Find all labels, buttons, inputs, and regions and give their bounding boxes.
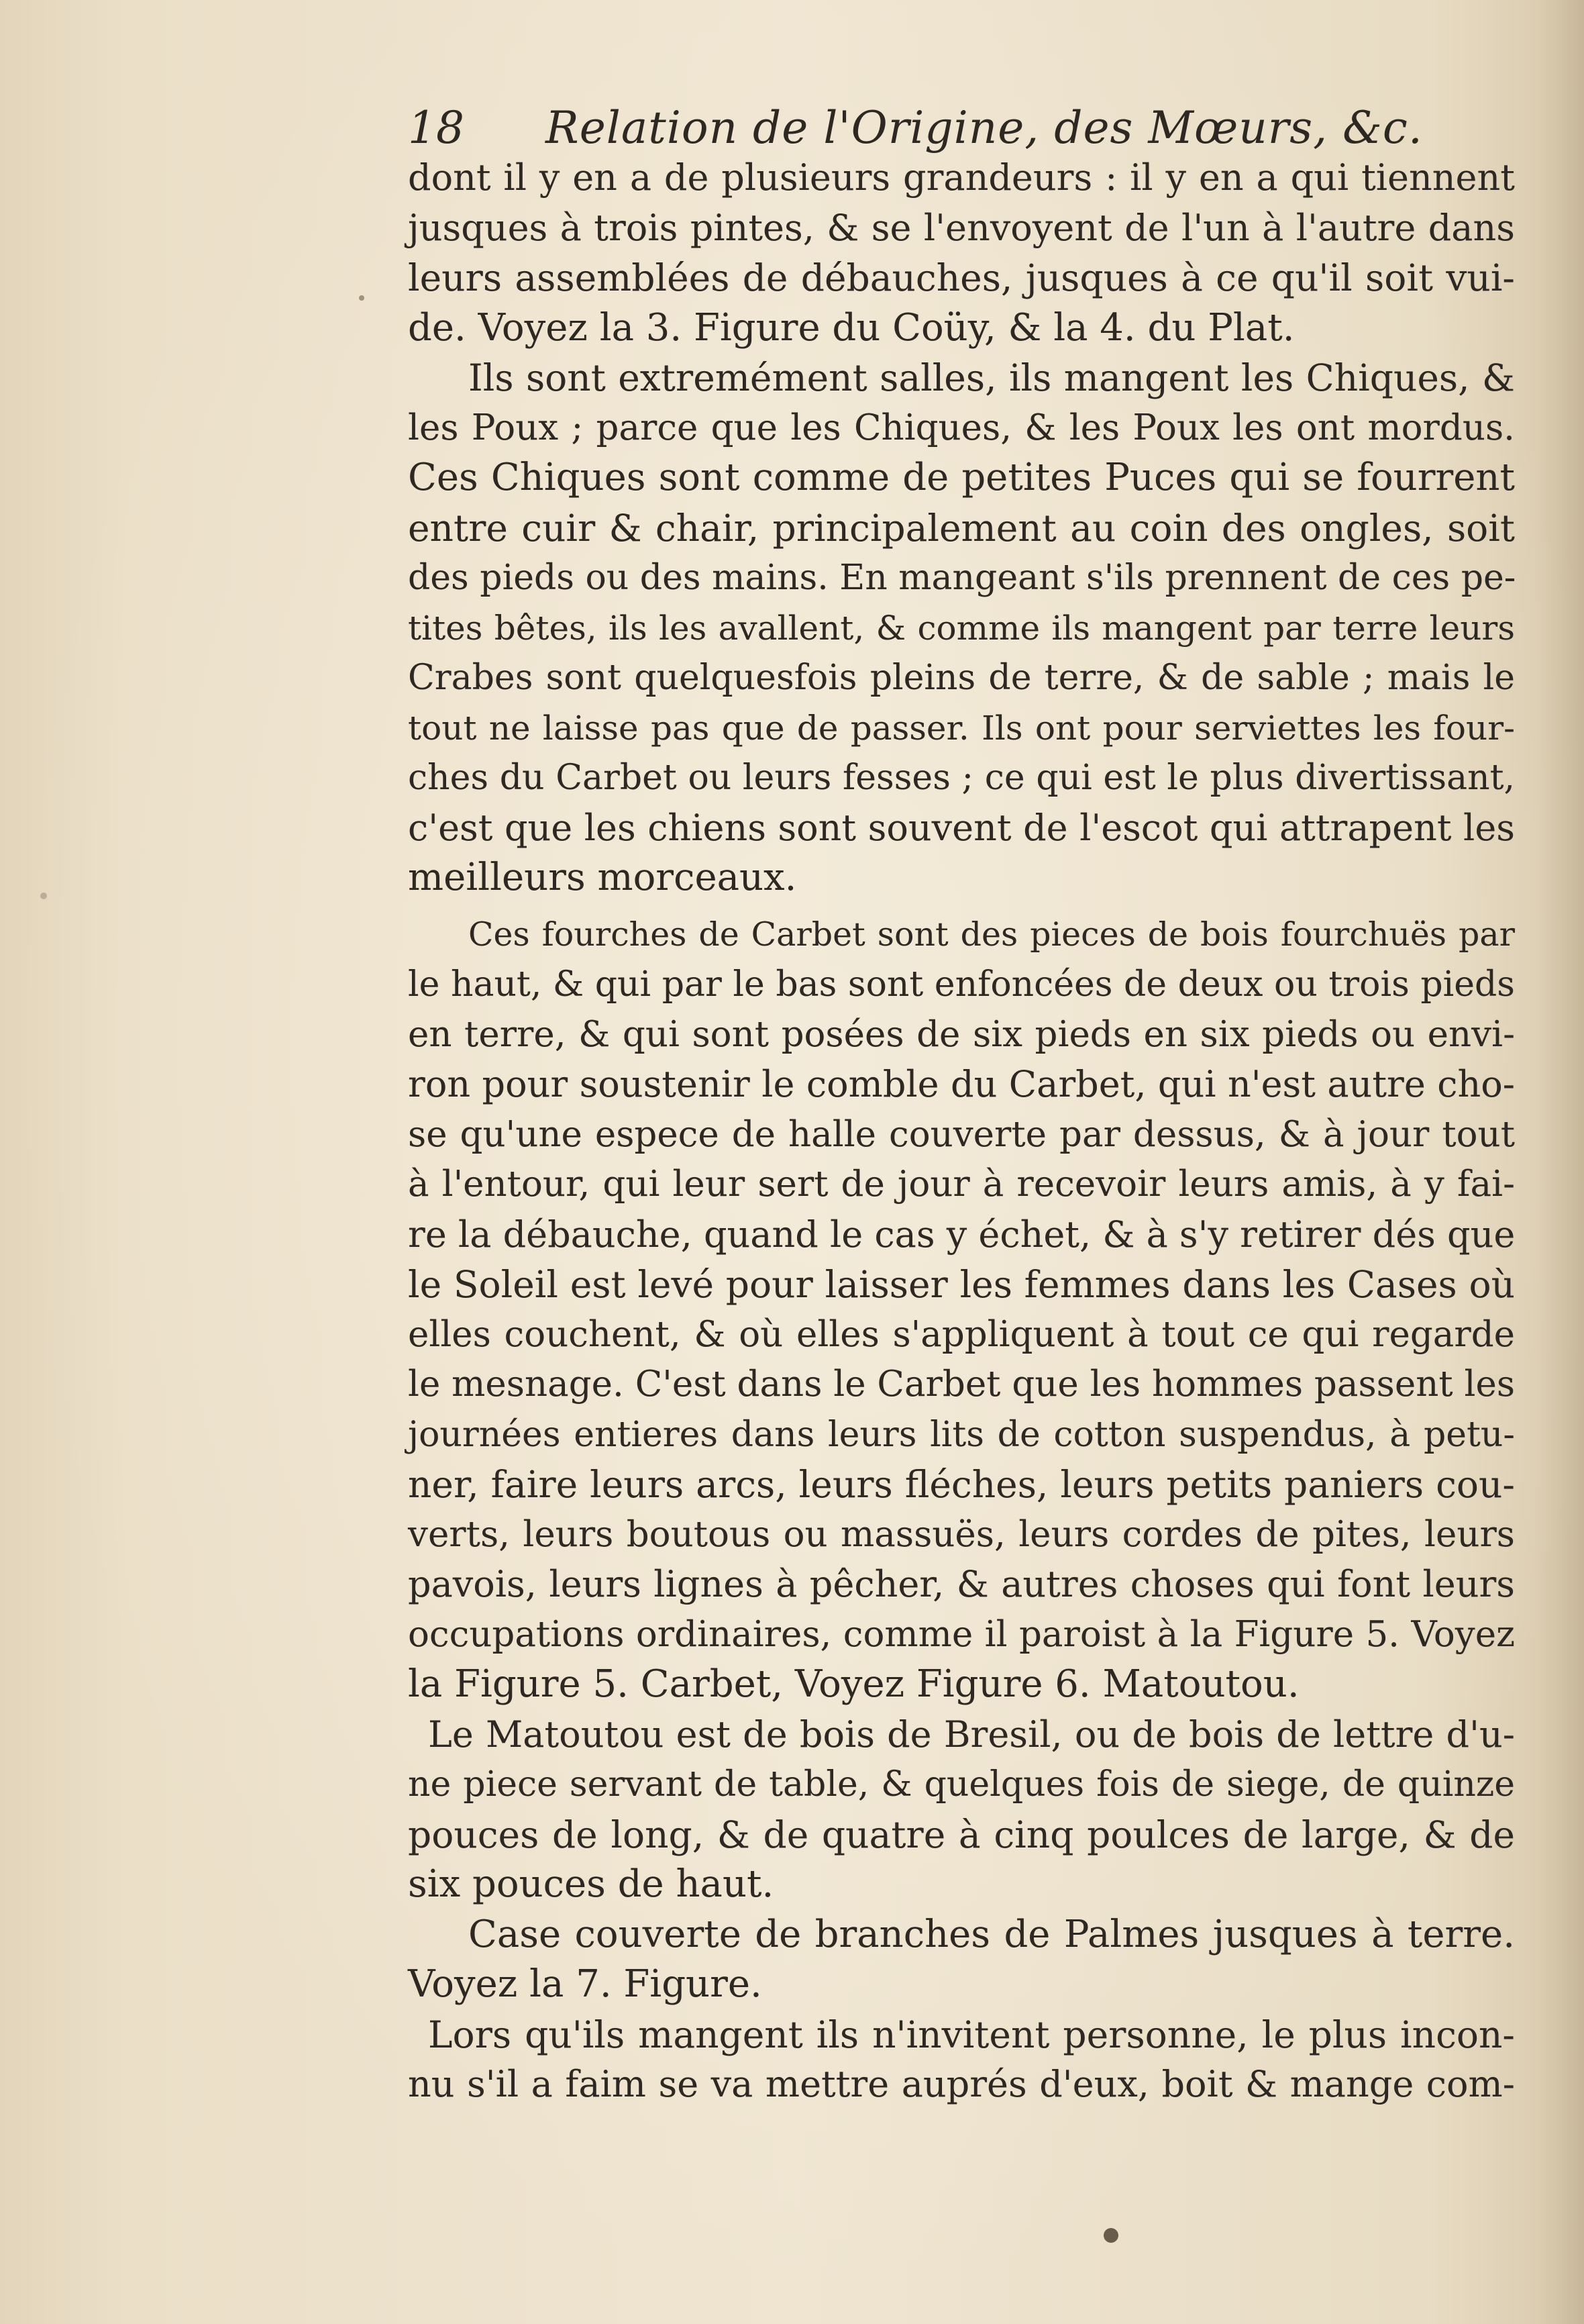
paragraph-start: Lors qu'ils mangent ils n'invitent personne, le plus incon- [428,2013,1515,2056]
running-head: Relation de l'Origine, des Mœurs, &c. [545,102,1423,154]
text-line: la Figure 5. Carbet, Voyez Figure 6. Matoutou. [408,1662,1300,1706]
text-line: nu s'il a faim se va mettre auprés d'eux, boit & mange com- [408,2063,1515,2105]
text-line: le Soleil est levé pour laisser les femmes dans les Cases où [408,1263,1515,1306]
text-line: ner, faire leurs arcs, leurs fléches, leurs petits paniers cou- [408,1463,1515,1506]
text-line: ron pour soustenir le comble du Carbet, qui n'est autre cho- [408,1063,1515,1105]
text-line: le mesnage. C'est dans le Carbet que les hommes passent les [408,1364,1516,1405]
text-line: entre cuir & chair, principalement au coin des ongles, soit [408,506,1515,550]
paper-speck [40,893,47,899]
paper-speck [1104,2228,1118,2243]
text-line: jusques à trois pintes, & se l'envoyent de l'un à l'autre dans [408,206,1515,249]
page-number: 18 [408,102,464,154]
text-line: de. Voyez la 3. Figure du Coüy, & la 4. du Plat. [408,305,1295,350]
text-line: occupations ordinaires, comme il paroist à la Figure 5. Voyez [408,1613,1515,1655]
text-line: les Poux ; parce que les Chiques, & les Poux les ont mordus. [408,407,1515,448]
paragraph-start: Le Matoutou est de bois de Bresil, ou de bois de lettre d'u- [428,1713,1515,1756]
text-line: Crabes sont quelquesfois pleins de terre, & de sable ; mais le [408,658,1515,698]
text-line: six pouces de haut. [408,1862,774,1906]
text-line: dont il y en a de plusieurs grandeurs : il y en a qui tiennent [408,156,1515,199]
paragraph-start: Case couverte de branches de Palmes jusques à terre. [468,1912,1515,1956]
text-line: leurs assemblées de débauches, jusques à ce qu'il soit vui- [408,256,1515,299]
text-line: Voyez la 7. Figure. [408,1962,762,2006]
text-line: journées entieres dans leurs lits de cotton suspendus, à petu- [408,1414,1515,1455]
text-line: verts, leurs boutous ou massuës, leurs cordes de pites, leurs [408,1513,1515,1555]
text-line: se qu'une espece de halle couverte par dessus, & à jour tout [408,1113,1515,1155]
body-text [408,153,1515,2110]
text-line: pouces de long, & de quatre à cinq poulces de large, & de [408,1813,1515,1856]
text-line: Ces Chiques sont comme de petites Puces qui se fourrent [408,456,1515,499]
text-line: elles couchent, & où elles s'appliquent à tout ce qui regarde [408,1313,1515,1355]
text-line: c'est que les chiens sont souvent de l'escot qui attrapent les [408,806,1515,849]
text-line: tout ne laisse pas que de passer. Ils ont pour serviettes les four- [408,708,1515,748]
text-line: meilleurs morceaux. [408,856,797,899]
text-line: pavois, leurs lignes à pêcher, & autres choses qui font leurs [408,1563,1515,1605]
text-line: ne piece servant de table, & quelques fois de siege, de quinze [408,1764,1515,1805]
paragraph-start: Ces fourches de Carbet sont des pieces de bois fourchuës par [468,915,1515,954]
text-line: des pieds ou des mains. En mangeant s'ils prennent de ces pe- [408,558,1516,598]
text-line: tites bêtes, ils les avallent, & comme ils mangent par terre leurs [408,608,1515,648]
text-line: ches du Carbet ou leurs fesses ; ce qui est le plus divertissant, [408,758,1515,798]
page-gutter-shadow [1537,0,1584,2324]
paragraph-start: Ils sont extremément salles, ils mangent les Chiques, & [468,356,1515,399]
text-line: le haut, & qui par le bas sont enfoncées de deux ou trois pieds [408,964,1515,1005]
paper-speck [359,295,364,301]
text-line: re la débauche, quand le cas y échet, & à s'y retirer dés que [408,1213,1516,1256]
text-line: en terre, & qui sont posées de six pieds en six pieds ou envi- [408,1013,1515,1055]
text-line: à l'entour, qui leur sert de jour à recevoir leurs amis, à y fai- [408,1164,1515,1205]
